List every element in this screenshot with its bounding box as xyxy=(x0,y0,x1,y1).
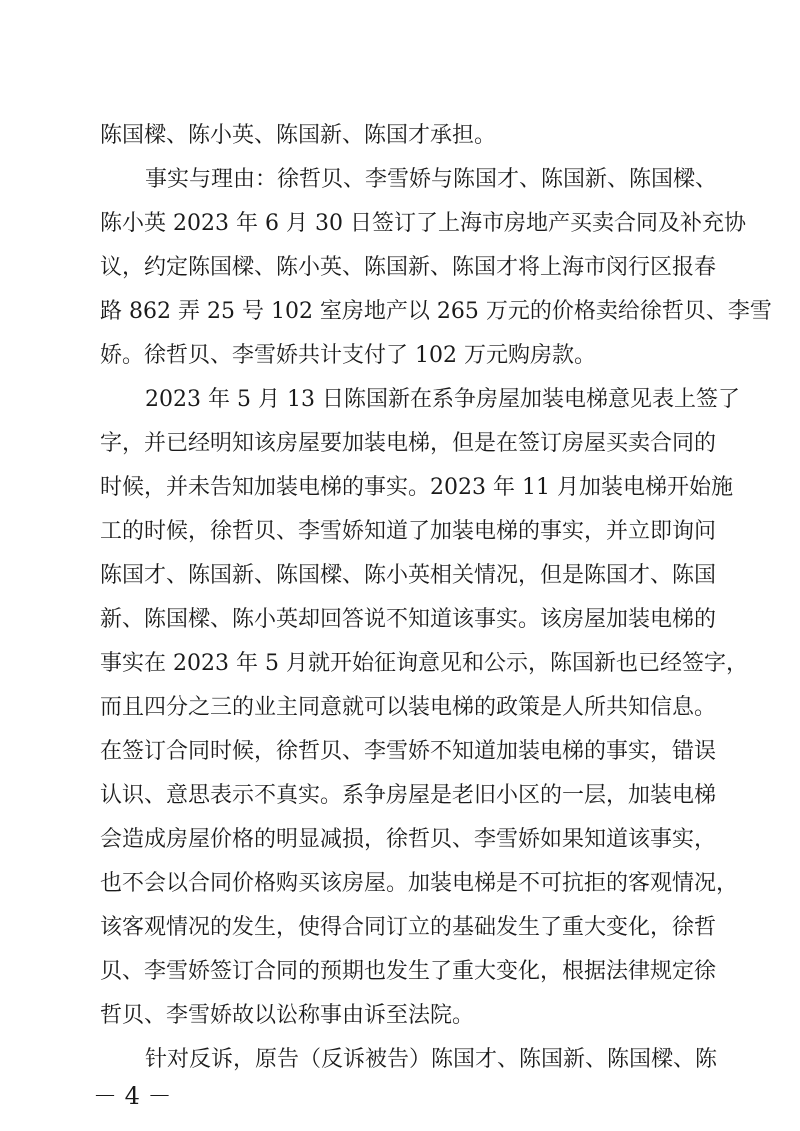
paragraph-line: 哲贝、李雪娇故以讼称事由诉至法院。 xyxy=(100,1003,475,1028)
paragraph-line: 路 862 弄 25 号 102 室房地产以 265 万元的价格卖给徐哲贝、李雪 xyxy=(100,299,772,324)
paragraph-line: 认识、意思表示不真实。系争房屋是老旧小区的一层，加装电梯 xyxy=(100,783,717,808)
paragraph-line: 该客观情况的发生，使得合同订立的基础发生了重大变化，徐哲 xyxy=(100,915,717,940)
paragraph-line: 而且四分之三的业主同意就可以装电梯的政策是人所共知信息。 xyxy=(100,695,717,720)
paragraph-line: 事实与理由：徐哲贝、李雪娇与陈国才、陈国新、陈国樑、 xyxy=(145,167,718,192)
paragraph-line: 贝、李雪娇签订合同的预期也发生了重大变化，根据法律规定徐 xyxy=(100,959,717,984)
paragraph-line: 陈小英 2023 年 6 月 30 日签订了上海市房地产买卖合同及补充协 xyxy=(100,211,746,236)
paragraph-line: 陈国才、陈国新、陈国樑、陈小英相关情况，但是陈国才、陈国 xyxy=(100,563,717,588)
paragraph-line: 会造成房屋价格的明显减损，徐哲贝、李雪娇如果知道该事实， xyxy=(100,827,717,852)
paragraph-line: 时候，并未告知加装电梯的事实。2023 年 11 月加装电梯开始施 xyxy=(100,475,733,500)
paragraph-line: 事实在 2023 年 5 月就开始征询意见和公示，陈国新也已经签字， xyxy=(100,651,748,676)
paragraph-line: 字，并已经明知该房屋要加装电梯，但是在签订房屋买卖合同的 xyxy=(100,431,717,456)
paragraph-line: 也不会以合同价格购买该房屋。加装电梯是不可抗拒的客观情况， xyxy=(100,871,739,896)
paragraph-line: 娇。徐哲贝、李雪娇共计支付了 102 万元购房款。 xyxy=(100,343,596,368)
paragraph-line: 新、陈国樑、陈小英却回答说不知道该事实。该房屋加装电梯的 xyxy=(100,607,717,632)
paragraph-line: 陈国樑、陈小英、陈国新、陈国才承担。 xyxy=(100,123,497,148)
paragraph-line: 针对反诉，原告（反诉被告）陈国才、陈国新、陈国樑、陈 xyxy=(145,1047,718,1072)
paragraph-line: 2023 年 5 月 13 日陈国新在系争房屋加装电梯意见表上签了 xyxy=(145,387,740,412)
paragraph-line: 工的时候，徐哲贝、李雪娇知道了加装电梯的事实，并立即询问 xyxy=(100,519,717,544)
page-number: － 4 － xyxy=(93,1082,172,1110)
paragraph-line: 在签订合同时候，徐哲贝、李雪娇不知道加装电梯的事实，错误 xyxy=(100,739,717,764)
paragraph-line: 议，约定陈国樑、陈小英、陈国新、陈国才将上海市闵行区报春 xyxy=(100,255,717,280)
